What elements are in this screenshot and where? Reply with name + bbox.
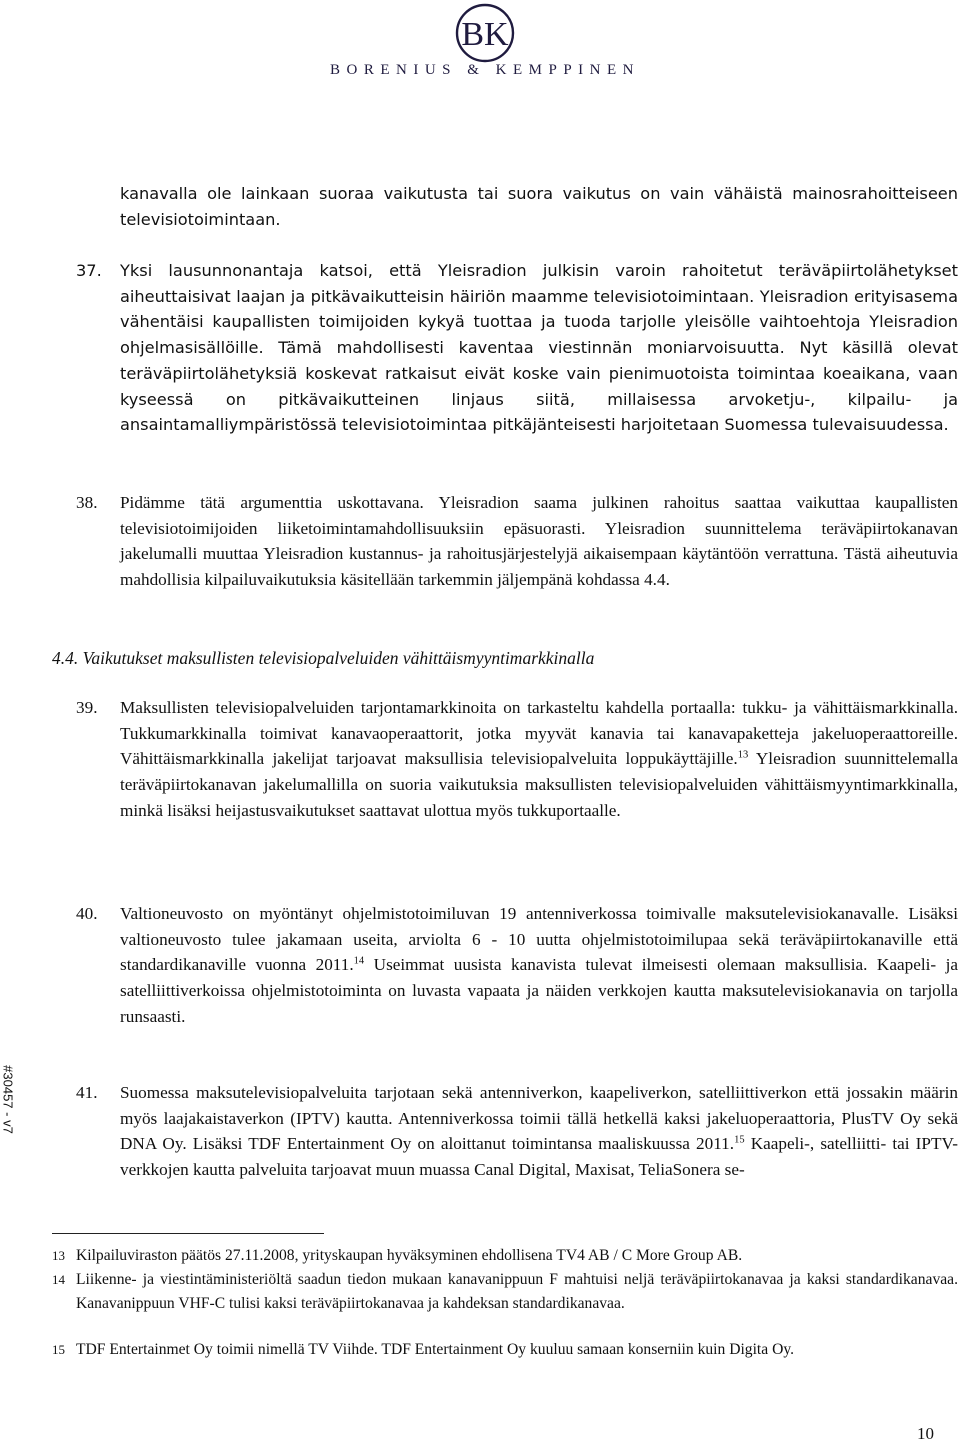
section-heading: [52, 645, 594, 671]
section-number: 4.4.: [52, 648, 79, 668]
footnote-ref-15[interactable]: 15: [734, 1134, 745, 1146]
footnote-text: Kilpailuviraston päätös 27.11.2008, yrityskaupan hyväksyminen ehdollisena TV4 AB / C More Group AB.: [76, 1247, 743, 1264]
intro-paragraph: kanavalla ole lainkaan suoraa vaikutusta tai suora vaikutus on vain vähäistä mainosrahoitteiseen televisiotoimintaan.: [120, 184, 958, 229]
paragraph-40: [120, 901, 958, 1030]
paragraph-number-39: 39.: [76, 698, 98, 717]
paragraph-number-38: 38.: [76, 493, 98, 512]
paragraph-41: [120, 1080, 958, 1183]
paragraph-number-40: 40.: [76, 904, 98, 923]
footnote-number: 13: [52, 1248, 65, 1263]
firm-name: BORENIUS & KEMPPINEN: [329, 62, 640, 78]
paragraph-40-text-a: Valtioneuvosto on myöntänyt ohjelmistotoimiluvan 19 antenniverkossa toimivalle maksutelevisiokanavalle. Lisäksi valtioneuvosto tulee jakamaan useita, arviolta 6 - 10 uutta ohjelmistotoimilupaa sekä teräväpiirtokanaville että standardikanaville vuonna 2011.: [120, 904, 958, 975]
page-number: 10: [917, 1424, 934, 1443]
footnote-ref-14[interactable]: 14: [353, 955, 365, 967]
footnote-text: Liikenne- ja viestintäministeriöltä saadun tiedon mukaan kanavanippuun F mahtuisi neljä teräväpiirtokanavaa ja kaksi standardikanavaa. Kanavanippuun VHF-C tulisi kaksi teräväpiirtokanavaa ja kahdeksan standardikanavaa.: [76, 1271, 958, 1312]
paragraph-39-text-a: Maksullisten televisiopalveluiden tarjontamarkkinoita on tarkasteltu kahdella portaalla: tukku- ja vähittäismarkkinalla. Tukkumarkkinalla toimivat kanavaoperaattorit, jotka myyvät kanavia tai kanavapaketteja jakeluoperaattoreille. Vähittäismarkkinalla jakelijat tarjoavat maksullisia televisiopalveluita loppukäyttäjille.: [120, 698, 958, 769]
footnote-number: 14: [52, 1272, 65, 1287]
paragraph-37: [120, 258, 958, 438]
document-id-label: #30457 - v7: [0, 1065, 16, 1134]
paragraph-number-37: 37.: [76, 261, 102, 280]
footnote-text: TDF Entertainmet Oy toimii nimellä TV Viihde. TDF Entertainment Oy kuuluu samaan konserniin kuin Digita Oy.: [76, 1341, 795, 1358]
paragraph-40-text-b: Useimmat uusista kanavista tulevat ilmeisesti olemaan maksullisia. Kaapeli- ja satelliittiverkoissa ohjelmistotoiminta on luvasta vapaata ja näiden verkkojen kautta maksutelevisiokanavia on tarjolla runsaasti.: [120, 955, 959, 1026]
header-logo: [320, 0, 650, 90]
paragraph-38: Pidämme tätä argumenttia uskottavana. Yleisradion saama julkinen rahoitus saattaa vaikuttaa kaupallisten televisiotoimijoiden liiketoimintamahdollisuuksiin epäsuorasti. Yleisradion suunnittelema teräväpiirtokanavan jakelumalli muuttaa Yleisradion kustannus- ja rahoitusjärjestelyjä aikaisempaan käytäntöön verrattuna. Tästä aiheutuvia mahdollisia kilpailuvaikutuksia käsitellään tarkemmin jäljempänä kohdassa 4.4.: [120, 493, 958, 590]
footnote-15: [52, 1338, 958, 1362]
paragraph-39: [120, 695, 958, 824]
svg-text:BK: BK: [461, 16, 509, 53]
section-title: Vaikutukset maksullisten televisiopalveluiden vähittäismyyntimarkkinalla: [82, 648, 595, 668]
bk-monogram-icon: [440, 2, 530, 64]
footnote-14: [52, 1268, 958, 1316]
paragraph-41-text-b: Kaapeli-, satelliitti- tai IPTV-verkkojen kautta palveluita tarjoavat muun muassa Canal Digital, Maxisat, TeliaSonera se-: [120, 1134, 958, 1180]
paragraph-number-41: 41.: [76, 1083, 98, 1102]
footnote-number: 15: [52, 1342, 65, 1357]
footnote-divider: [52, 1233, 324, 1234]
footnote-ref-13[interactable]: 13: [737, 749, 749, 761]
footnote-13: [52, 1244, 958, 1268]
paragraph-41-text-a: Suomessa maksutelevisiopalveluita tarjotaan sekä antenniverkon, kaapeliverkon, satelliittiverkon että jossakin määrin myös laajakaistaverkon (IPTV) kautta. Antenniverkossa toimii tällä hetkellä kaksi jakeluoperaattoria, PlusTV Oy sekä DNA Oy. Lisäksi TDF Entertainment Oy on aloittanut toimintansa maaliskuussa 2011.: [120, 1083, 958, 1154]
paragraph-37-text-a: Yksi lausunnonantaja katsoi, että Yleisradion julkisin varoin rahoitetut teräväpiirtolähetykset aiheuttaisivat laajan ja pitkävaikutteisin häiriön maamme televisiotoimintaan. Yleisradion erityisasema vähentäisi kaupallisten toimijoiden kykyä tuottaa ja tuoda tarjolle yleisölle vaihtoehtoja Yleisradion ohjelmasisällöille. Tämä mahdollisesti kaventaa viestinnän moniarvoisuutta.: [120, 261, 958, 358]
paragraph-39-text-b: Yleisradion suunnittelemalla teräväpiirtokanavan jakelumallilla on suoria vaikutuksia maksullisten televisiopalveluiden vähittäismyyntimarkkinalla, minkä lisäksi heijastusvaikutukset saattavat ulottua myös tukkuportaalle.: [120, 749, 958, 820]
paragraph-37-text-b: Nyt käsillä olevat teräväpiirtolähetyksiä koskevat ratkaisut eivät koske vain pienimuotoista toimintaa koeaikana, vaan kyseessä on pitkävaikutteinen linjaus siitä, millaisessa arvoketju-, kilpailu- ja ansaintamalliympäristössä televisiotoimintaa pitkäjänteisesti harjoitetaan Suomessa tulevaisuudessa.: [120, 338, 958, 435]
